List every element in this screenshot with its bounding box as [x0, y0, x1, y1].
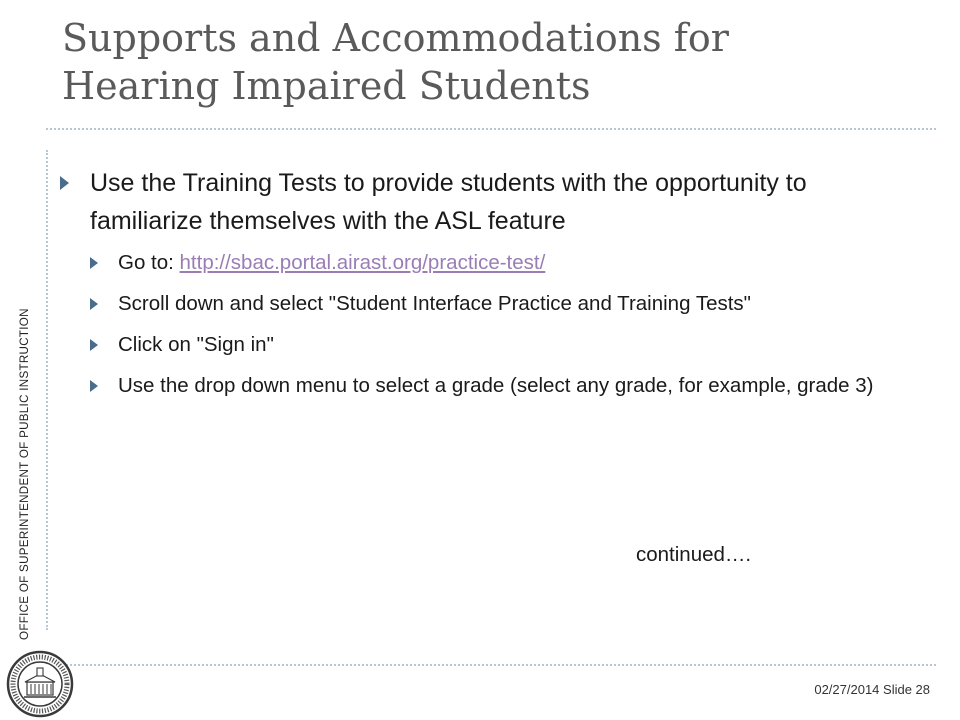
dropdown-text: Use the drop down menu to select a grade (select any grade, for example, grade 3): [118, 374, 874, 397]
main-bullet: [60, 164, 920, 240]
practice-test-link[interactable]: http://sbac.portal.airast.org/practice-test/: [179, 251, 546, 274]
sub-bullet-list: [90, 248, 920, 401]
bottom-divider: [46, 664, 936, 666]
sub-bullet-goto: [90, 248, 920, 278]
title-line-1: Supports and Accommodations for: [62, 16, 729, 60]
bullet-arrow-icon: [90, 298, 98, 310]
slide-footer: 02/27/2014 Slide 28: [814, 682, 930, 697]
bullet-list: [60, 164, 920, 412]
left-divider: [46, 150, 48, 630]
bullet-arrow-icon: [90, 380, 98, 392]
ospi-seal-logo: [6, 650, 74, 718]
main-bullet-text: Use the Training Tests to provide students with the opportunity to familiarize themselves with the ASL feature: [90, 169, 807, 235]
scroll-text: Scroll down and select "Student Interface Practice and Training Tests": [118, 292, 751, 315]
sub-bullet-scroll: [90, 289, 920, 319]
continued-note: continued….: [636, 543, 752, 566]
title-line-2: Hearing Impaired Students: [62, 64, 591, 108]
slide-title: [62, 14, 922, 110]
goto-prefix: Go to:: [118, 251, 180, 274]
sub-bullet-dropdown: [90, 371, 920, 401]
sub-bullet-signin: [90, 330, 920, 360]
bullet-arrow-icon: [90, 257, 98, 269]
bullet-arrow-icon: [90, 339, 98, 351]
side-label: OFFICE OF SUPERINTENDENT OF PUBLIC INSTRUCTION: [18, 308, 31, 640]
signin-text: Click on "Sign in": [118, 333, 274, 356]
bullet-arrow-icon: [60, 176, 69, 190]
top-divider: [46, 128, 936, 130]
